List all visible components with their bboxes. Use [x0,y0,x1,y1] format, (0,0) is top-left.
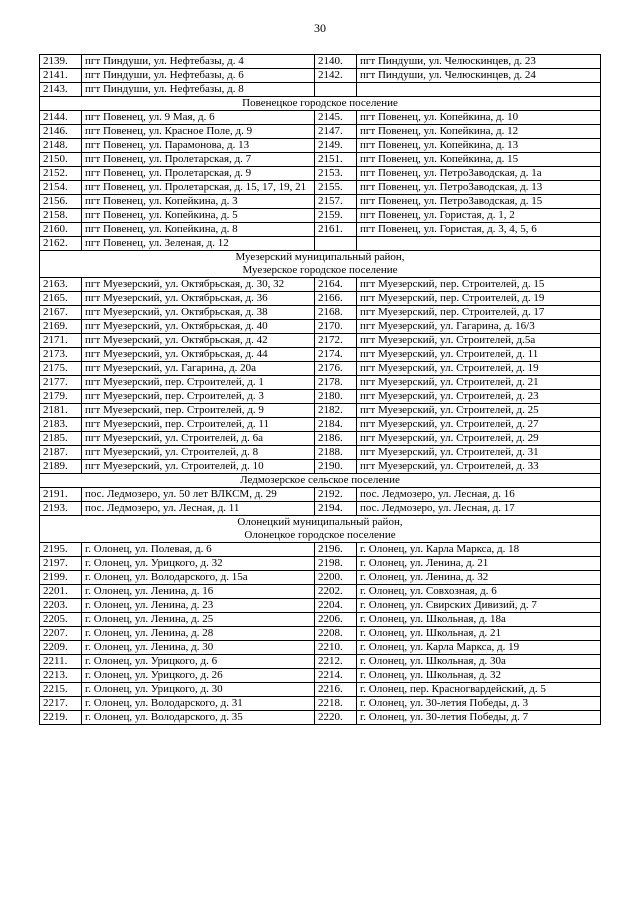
row-number-right: 2188. [315,446,357,460]
row-number-left: 2165. [40,292,82,306]
row-number-left: 2191. [40,488,82,502]
row-number-left: 2141. [40,69,82,83]
row-number-left: 2197. [40,557,82,571]
row-number-right: 2147. [315,125,357,139]
row-number-left: 2219. [40,711,82,725]
table-row [40,446,601,460]
row-number-right: 2184. [315,418,357,432]
row-number-right: 2182. [315,404,357,418]
section-header [40,251,601,278]
table-row [40,237,601,251]
address-right: г. Олонец, ул. Карла Маркса, д. 18 [357,543,601,557]
table-row [40,613,601,627]
row-number-left: 2209. [40,641,82,655]
address-left: г. Олонец, ул. Ленина, д. 16 [82,585,315,599]
address-right: г. Олонец, ул. Школьная, д. 21 [357,627,601,641]
address-right: г. Олонец, ул. Карла Маркса, д. 19 [357,641,601,655]
row-number-right: 2190. [315,460,357,474]
address-right: пгт Пиндуши, ул. Челюскинцев, д. 24 [357,69,601,83]
address-left: пгт Повенец, ул. Пролетарская, д. 15, 17, 19, 21 [82,181,315,195]
section-header [40,516,601,543]
table-row [40,641,601,655]
table-row [40,83,601,97]
row-number-left: 2177. [40,376,82,390]
table-row [40,376,601,390]
address-right: пгт Муезерский, ул. Гагарина, д. 16/3 [357,320,601,334]
section-header-row [40,97,601,111]
row-number-right: 2192. [315,488,357,502]
row-number-right: 2149. [315,139,357,153]
row-number-right: 2210. [315,641,357,655]
address-left: г. Олонец, ул. Ленина, д. 25 [82,613,315,627]
row-number-left: 2217. [40,697,82,711]
address-right: пос. Ледмозеро, ул. Лесная, д. 16 [357,488,601,502]
address-right: г. Олонец, ул. Ленина, д. 21 [357,557,601,571]
table-row [40,153,601,167]
row-number-right: 2198. [315,557,357,571]
address-left: пгт Муезерский, ул. Октябрьская, д. 30, 32 [82,278,315,292]
table-row [40,571,601,585]
address-right: пгт Муезерский, ул. Строителей, д. 33 [357,460,601,474]
address-left: г. Олонец, ул. Володарского, д. 15а [82,571,315,585]
address-left: пос. Ледмозеро, ул. Лесная, д. 11 [82,502,315,516]
table-row [40,404,601,418]
table-row [40,278,601,292]
row-number-right: 2208. [315,627,357,641]
address-left: пос. Ледмозеро, ул. 50 лет ВЛКСМ, д. 29 [82,488,315,502]
address-right: пгт Повенец, ул. ПетроЗаводская, д. 13 [357,181,601,195]
address-right: пгт Пиндуши, ул. Челюскинцев, д. 23 [357,55,601,69]
section-header-line: Ледмозерское сельское поселение [240,474,400,486]
table-row [40,111,601,125]
table-row [40,125,601,139]
table-row [40,488,601,502]
section-header-line: Олонецкое городское поселение [244,529,396,541]
address-left: пгт Муезерский, пер. Строителей, д. 9 [82,404,315,418]
table-row [40,697,601,711]
address-right [357,237,601,251]
address-right: пгт Муезерский, ул. Строителей, д. 21 [357,376,601,390]
table-row [40,683,601,697]
address-right: пгт Муезерский, ул. Строителей, д. 19 [357,362,601,376]
table-row [40,223,601,237]
row-number-right: 2218. [315,697,357,711]
row-number-left: 2187. [40,446,82,460]
row-number-right: 2200. [315,571,357,585]
address-right: пгт Муезерский, ул. Строителей, д. 23 [357,390,601,404]
row-number-right: 2202. [315,585,357,599]
table-row [40,195,601,209]
address-right: пгт Повенец, ул. Копейкина, д. 15 [357,153,601,167]
row-number-left: 2169. [40,320,82,334]
table-row [40,362,601,376]
table-row [40,418,601,432]
address-left: пгт Повенец, ул. Копейкина, д. 3 [82,195,315,209]
row-number-right: 2145. [315,111,357,125]
row-number-left: 2160. [40,223,82,237]
row-number-left: 2163. [40,278,82,292]
address-left: пгт Повенец, ул. Пролетарская, д. 7 [82,153,315,167]
table-row [40,181,601,195]
table-row [40,390,601,404]
table-row [40,320,601,334]
row-number-right: 2186. [315,432,357,446]
row-number-right: 2206. [315,613,357,627]
row-number-right: 2196. [315,543,357,557]
section-header-line: Олонецкий муниципальный район, [237,516,403,528]
row-number-right: 2168. [315,306,357,320]
address-right: пгт Повенец, ул. Копейкина, д. 12 [357,125,601,139]
row-number-left: 2171. [40,334,82,348]
address-right: пгт Повенец, ул. ПетроЗаводская, д. 1а [357,167,601,181]
table-row [40,209,601,223]
row-number-left: 2175. [40,362,82,376]
row-number-left: 2152. [40,167,82,181]
address-right [357,83,601,97]
address-left: г. Олонец, ул. Полевая, д. 6 [82,543,315,557]
address-right: г. Олонец, ул. Школьная, д. 18а [357,613,601,627]
address-left: пгт Муезерский, пер. Строителей, д. 3 [82,390,315,404]
row-number-right: 2166. [315,292,357,306]
address-right: г. Олонец, пер. Красногвардейский, д. 5 [357,683,601,697]
row-number-left: 2215. [40,683,82,697]
table-row [40,306,601,320]
row-number-right [315,83,357,97]
address-left: г. Олонец, ул. Володарского, д. 35 [82,711,315,725]
section-header-line: Муезерское городское поселение [242,264,398,276]
address-right: пгт Муезерский, ул. Строителей, д. 29 [357,432,601,446]
address-right: пгт Повенец, ул. Копейкина, д. 10 [357,111,601,125]
address-left: г. Олонец, ул. Володарского, д. 31 [82,697,315,711]
row-number-right: 2176. [315,362,357,376]
row-number-right: 2142. [315,69,357,83]
address-left: пгт Повенец, ул. Копейкина, д. 5 [82,209,315,223]
address-right: г. Олонец, ул. 30-летия Победы, д. 7 [357,711,601,725]
address-right: г. Олонец, ул. Школьная, д. 30а [357,655,601,669]
row-number-left: 2162. [40,237,82,251]
address-right: пос. Ледмозеро, ул. Лесная, д. 17 [357,502,601,516]
row-number-right: 2159. [315,209,357,223]
address-right: пгт Повенец, ул. Гористая, д. 1, 2 [357,209,601,223]
table-row [40,711,601,725]
address-left: пгт Муезерский, ул. Строителей, д. 8 [82,446,315,460]
row-number-left: 2156. [40,195,82,209]
address-left: г. Олонец, ул. Ленина, д. 23 [82,599,315,613]
address-left: пгт Муезерский, ул. Октябрьская, д. 42 [82,334,315,348]
row-number-left: 2144. [40,111,82,125]
row-number-left: 2207. [40,627,82,641]
address-left: пгт Муезерский, ул. Строителей, д. 10 [82,460,315,474]
table-row [40,669,601,683]
table-row [40,543,601,557]
page-number: 30 [314,21,326,35]
table-row [40,655,601,669]
row-number-left: 2205. [40,613,82,627]
row-number-right: 2214. [315,669,357,683]
row-number-right: 2216. [315,683,357,697]
address-right: пгт Муезерский, пер. Строителей, д. 15 [357,278,601,292]
address-left: г. Олонец, ул. Ленина, д. 28 [82,627,315,641]
table-row [40,55,601,69]
row-number-left: 2181. [40,404,82,418]
address-right: пгт Муезерский, ул. Строителей, д. 27 [357,418,601,432]
address-right: пгт Муезерский, ул. Строителей, д.5а [357,334,601,348]
table-row [40,557,601,571]
table-row [40,460,601,474]
row-number-left: 2201. [40,585,82,599]
address-right: г. Олонец, ул. Совхозная, д. 6 [357,585,601,599]
row-number-left: 2143. [40,83,82,97]
address-left: пгт Муезерский, ул. Октябрьская, д. 38 [82,306,315,320]
address-right: пгт Муезерский, пер. Строителей, д. 17 [357,306,601,320]
table-row [40,585,601,599]
section-header-row [40,516,601,543]
row-number-left: 2179. [40,390,82,404]
section-header [40,474,601,488]
row-number-left: 2211. [40,655,82,669]
row-number-left: 2154. [40,181,82,195]
row-number-right: 2164. [315,278,357,292]
address-right: г. Олонец, ул. Ленина, д. 32 [357,571,601,585]
row-number-right [315,237,357,251]
section-header-line: Повенецкое городское поселение [242,97,398,109]
table-row [40,599,601,613]
row-number-left: 2139. [40,55,82,69]
table-row [40,139,601,153]
table-row [40,69,601,83]
table-row [40,502,601,516]
row-number-right: 2140. [315,55,357,69]
address-right: пгт Повенец, ул. ПетроЗаводская, д. 15 [357,195,601,209]
address-left: пгт Пиндуши, ул. Нефтебазы, д. 6 [82,69,315,83]
address-left: пгт Повенец, ул. 9 Мая, д. 6 [82,111,315,125]
row-number-right: 2153. [315,167,357,181]
row-number-left: 2158. [40,209,82,223]
section-header [40,97,601,111]
row-number-left: 2195. [40,543,82,557]
row-number-left: 2173. [40,348,82,362]
row-number-right: 2180. [315,390,357,404]
address-left: г. Олонец, ул. Урицкого, д. 26 [82,669,315,683]
address-left: пгт Муезерский, ул. Октябрьская, д. 40 [82,320,315,334]
row-number-left: 2183. [40,418,82,432]
row-number-left: 2146. [40,125,82,139]
address-left: г. Олонец, ул. Урицкого, д. 30 [82,683,315,697]
address-left: пгт Муезерский, пер. Строителей, д. 1 [82,376,315,390]
address-left: г. Олонец, ул. Ленина, д. 30 [82,641,315,655]
address-left: пгт Повенец, ул. Красное Поле, д. 9 [82,125,315,139]
table-row [40,432,601,446]
section-header-row [40,251,601,278]
address-right: пгт Муезерский, ул. Строителей, д. 11 [357,348,601,362]
address-left: пгт Муезерский, пер. Строителей, д. 11 [82,418,315,432]
row-number-left: 2185. [40,432,82,446]
row-number-left: 2148. [40,139,82,153]
row-number-right: 2170. [315,320,357,334]
address-right: г. Олонец, ул. 30-летия Победы, д. 3 [357,697,601,711]
row-number-right: 2155. [315,181,357,195]
row-number-right: 2220. [315,711,357,725]
address-right: пгт Повенец, ул. Гористая, д. 3, 4, 5, 6 [357,223,601,237]
address-left: пгт Муезерский, ул. Строителей, д. 6а [82,432,315,446]
row-number-left: 2193. [40,502,82,516]
address-right: пгт Муезерский, ул. Строителей, д. 25 [357,404,601,418]
address-left: г. Олонец, ул. Урицкого, д. 32 [82,557,315,571]
row-number-left: 2213. [40,669,82,683]
address-table-body [40,55,601,725]
row-number-right: 2212. [315,655,357,669]
address-left: пгт Муезерский, ул. Октябрьская, д. 44 [82,348,315,362]
address-left: пгт Повенец, ул. Парамонова, д. 13 [82,139,315,153]
address-left: пгт Муезерский, ул. Октябрьская, д. 36 [82,292,315,306]
address-table [39,54,601,725]
table-row [40,167,601,181]
row-number-left: 2203. [40,599,82,613]
row-number-right: 2178. [315,376,357,390]
address-left: пгт Повенец, ул. Пролетарская, д. 9 [82,167,315,181]
row-number-left: 2167. [40,306,82,320]
section-header-row [40,474,601,488]
address-right: пгт Повенец, ул. Копейкина, д. 13 [357,139,601,153]
section-header-line: Муезерский муниципальный район, [235,251,405,263]
address-left: г. Олонец, ул. Урицкого, д. 6 [82,655,315,669]
address-right: г. Олонец, ул. Школьная, д. 32 [357,669,601,683]
row-number-left: 2150. [40,153,82,167]
row-number-right: 2157. [315,195,357,209]
row-number-right: 2204. [315,599,357,613]
address-left: пгт Пиндуши, ул. Нефтебазы, д. 4 [82,55,315,69]
row-number-right: 2161. [315,223,357,237]
row-number-left: 2189. [40,460,82,474]
address-right: пгт Муезерский, ул. Строителей, д. 31 [357,446,601,460]
row-number-right: 2151. [315,153,357,167]
address-left: пгт Муезерский, ул. Гагарина, д. 20а [82,362,315,376]
row-number-left: 2199. [40,571,82,585]
table-row [40,627,601,641]
row-number-right: 2174. [315,348,357,362]
address-right: пгт Муезерский, пер. Строителей, д. 19 [357,292,601,306]
address-right: г. Олонец, ул. Свирских Дивизий, д. 7 [357,599,601,613]
table-row [40,348,601,362]
address-left: пгт Повенец, ул. Зеленая, д. 12 [82,237,315,251]
row-number-right: 2194. [315,502,357,516]
table-row [40,334,601,348]
address-left: пгт Пиндуши, ул. Нефтебазы, д. 8 [82,83,315,97]
row-number-right: 2172. [315,334,357,348]
table-row [40,292,601,306]
address-left: пгт Повенец, ул. Копейкина, д. 8 [82,223,315,237]
